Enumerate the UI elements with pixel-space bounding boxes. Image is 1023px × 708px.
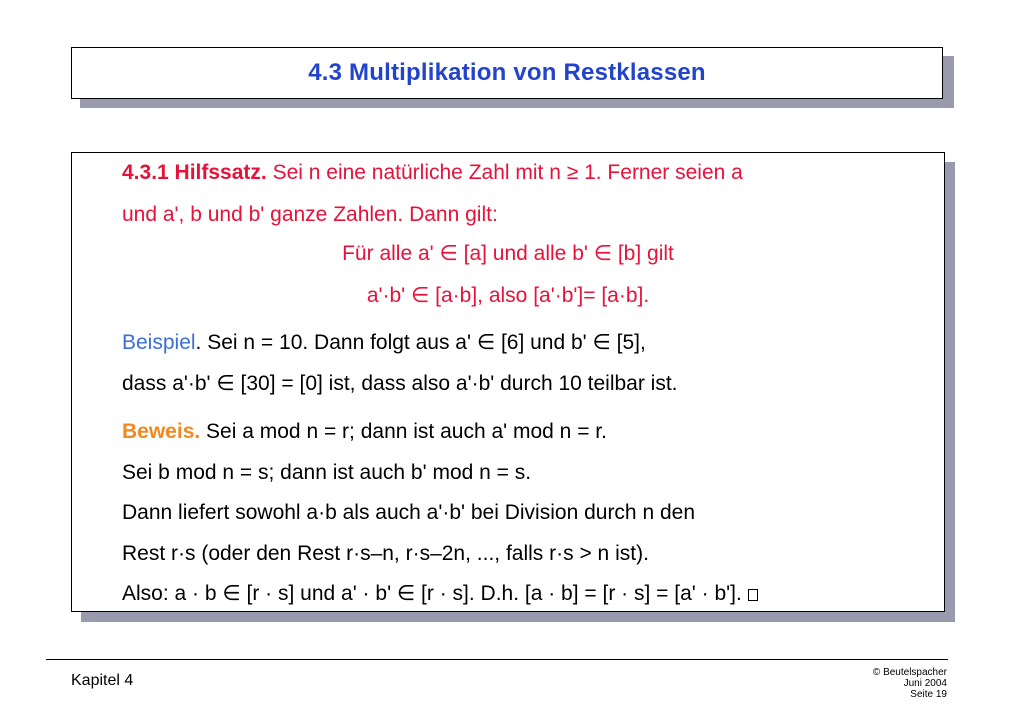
lemma-line-4: a'·b' ∈ [a·b], also [a'·b']= [a·b]. [366,284,650,307]
proof-line-3: Dann liefert sowohl a·b als auch a'·b' bei Division durch n den [122,501,695,524]
footer-date: Juni 2004 [903,678,947,689]
lemma-text-1: Sei n eine natürliche Zahl mit n ≥ 1. Ferner seien a [266,161,743,184]
footer-credits [873,667,947,700]
proof-text-1: Sei a mod n = r; dann ist auch a' mod n = r. [200,420,607,443]
footer-chapter: Kapitel 4 [71,672,134,689]
example-text-1: . Sei n = 10. Dann folgt aus a' ∈ [6] und b' ∈ [5], [195,331,646,354]
content-box [71,152,945,612]
lemma-heading: 4.3.1 Hilfssatz. [122,161,267,184]
qed-box-icon [748,589,758,601]
footer-divider [46,659,948,660]
lemma-line-3: Für alle a' ∈ [a] und alle b' ∈ [b] gilt [342,242,674,265]
footer-page: Seite 19 [910,689,947,700]
proof-text-5: Also: a · b ∈ [r · s] und a' · b' ∈ [r · s]. D.h. [a · b] = [r · s] = [a' · b']. [122,582,742,605]
page-title: 4.3 Multiplikation von Restklassen [308,59,706,86]
example-line-2: dass a'·b' ∈ [30] = [0] ist, dass also a'·b' durch 10 teilbar ist. [122,372,678,395]
title-box [71,47,943,99]
footer-copyright: © Beutelspacher [872,667,947,678]
example-label: Beispiel [122,331,196,354]
proof-label: Beweis. [122,420,201,443]
lemma-line-1 [122,161,743,185]
proof-line-2: Sei b mod n = s; dann ist auch b' mod n = s. [122,461,532,484]
lemma-line-2: und a', b und b' ganze Zahlen. Dann gilt: [122,203,498,226]
example-line-1 [122,331,646,355]
proof-line-5 [122,582,758,606]
proof-line-4: Rest r·s (oder den Rest r·s–n, r·s–2n, ..., falls r·s > n ist). [122,542,649,565]
proof-line-1 [122,420,607,444]
